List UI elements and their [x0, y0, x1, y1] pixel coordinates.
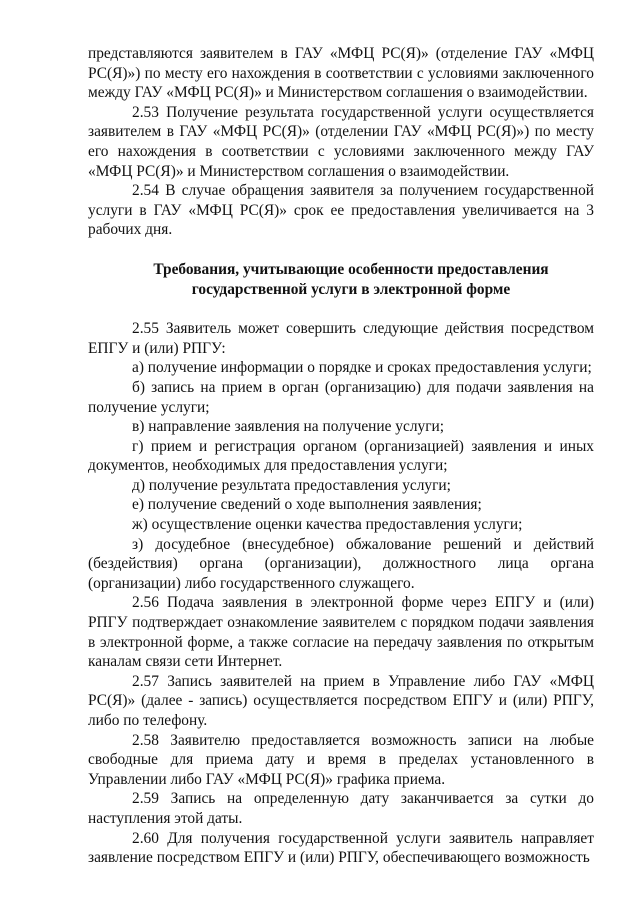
section-heading-line-1: Требования, учитывающие особенности предоставления	[153, 260, 549, 278]
list-item-z: з) досудебное (внесудебное) обжалование решений и действий (бездействия) органа (организации), должностного лица органа (организации) либо государственного служащего.	[88, 535, 594, 592]
list-item-zh: ж) осуществление оценки качества предоставления услуги;	[132, 516, 523, 534]
paragraph-2-56: 2.56 Подача заявления в электронной форме через ЕПГУ и (или) РПГУ подтверждает ознакомление заявителем с порядком подачи заявления в электронной форме, а также согласие на передачу заявления по открытым каналам связи сети Интернет.	[88, 594, 594, 671]
list-item-d: д) получение результата предоставления услуги;	[132, 476, 451, 494]
paragraph-2-54: 2.54 В случае обращения заявителя за получением государственной услуги в ГАУ «МФЦ РС(Я)» срок ее предоставления увеличивается на 3 рабочих дня.	[88, 182, 594, 239]
list-item-v: в) направление заявления на получение услуги;	[132, 418, 445, 436]
paragraph-2-57: 2.57 Запись заявителей на прием в Управление либо ГАУ «МФЦ РС(Я)» (далее - запись) осуществляется посредством ЕПГУ и (или) РПГУ, либо по телефону.	[88, 672, 594, 729]
paragraph-2-53: 2.53 Получение результата государственной услуги осуществляется заявителем в ГАУ «МФЦ РС(Я)» (отделении ГАУ «МФЦ РС(Я)») по месту его нахождения в соответствии с условиями заключенного между ГАУ «МФЦ РС(Я)» и Министерством соглашения о взаимодействии.	[88, 103, 594, 180]
paragraph-2-55: 2.55 Заявитель может совершить следующие действия посредством ЕПГУ и (или) РПГУ:	[88, 320, 594, 357]
section-heading	[88, 260, 594, 299]
list-item-b: б) запись на прием в орган (организацию) для подачи заявления на получение услуги;	[88, 378, 594, 416]
spacer	[88, 299, 594, 319]
section-heading-line-2: государственной услуги в электронной форме	[191, 280, 511, 298]
paragraph-intro: представляются заявителем в ГАУ «МФЦ РС(Я)» (отделение ГАУ «МФЦ РС(Я)») по месту его нахождения в соответствии с условиями заключенного между ГАУ «МФЦ РС(Я)» и Министерством соглашения о взаимодействии.	[88, 45, 594, 102]
paragraph-2-58: 2.58 Заявителю предоставляется возможность записи на любые свободные для приема дату и время в пределах установленного в Управлении либо ГАУ «МФЦ РС(Я)» графика приема.	[88, 731, 594, 788]
document-body	[88, 44, 594, 868]
list-item-a: а) получение информации о порядке и сроках предоставления услуги;	[132, 359, 592, 377]
list-item-g: г) прием и регистрация органом (организацией) заявления и иных документов, необходимых для предоставления услуги;	[88, 437, 594, 475]
spacer	[88, 240, 594, 260]
paragraph-2-60: 2.60 Для получения государственной услуги заявитель направляет заявление посредством ЕПГУ и (или) РПГУ, обеспечивающего возможность	[88, 829, 594, 867]
paragraph-2-59: 2.59 Запись на определенную дату заканчивается за сутки до наступления этой даты.	[88, 790, 594, 827]
list-item-e: е) получение сведений о ходе выполнения заявления;	[132, 496, 482, 514]
